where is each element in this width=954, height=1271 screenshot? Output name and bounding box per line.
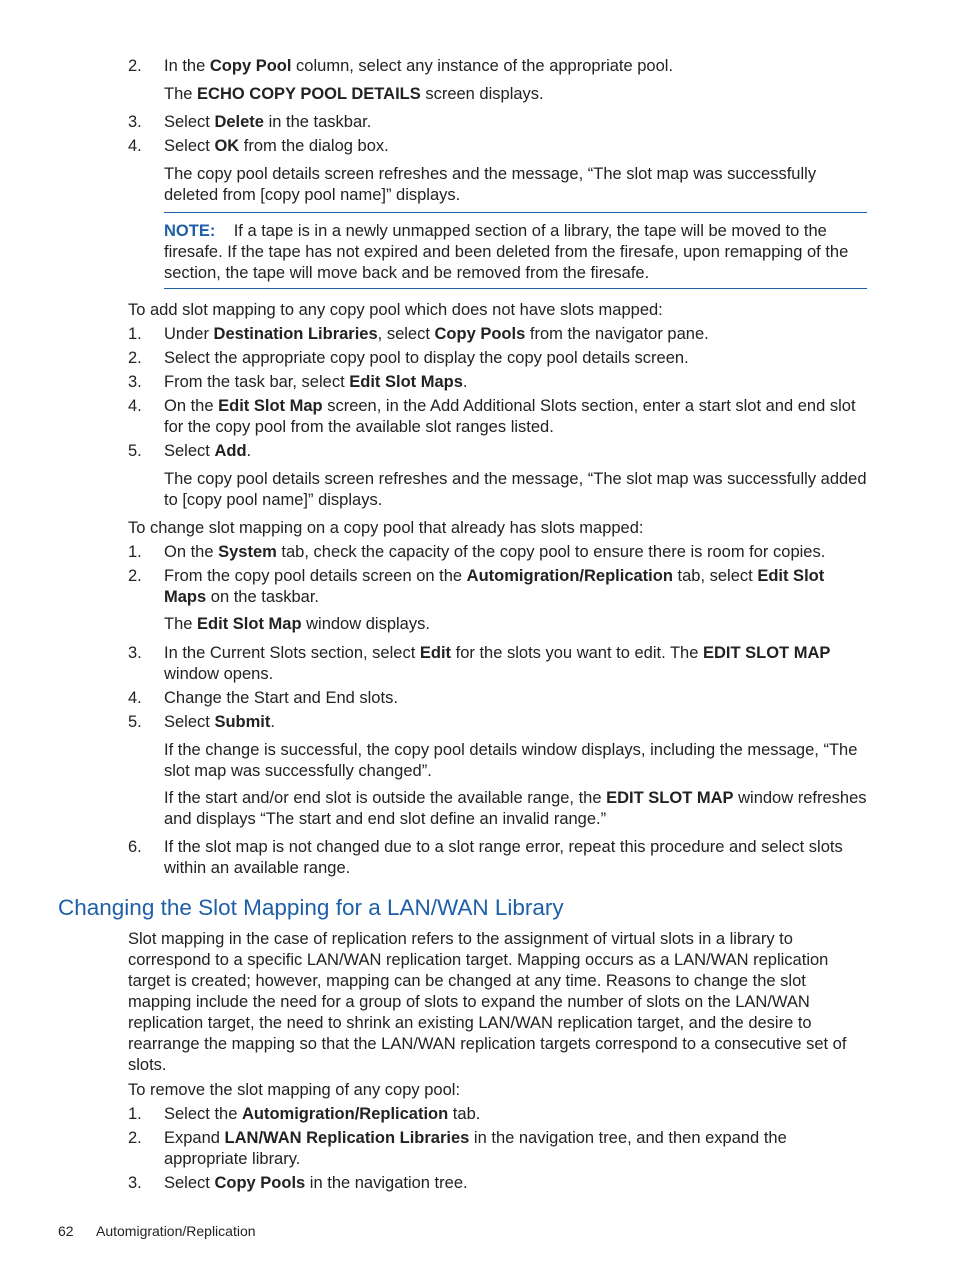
step-text: Select Copy Pools in the navigation tree. — [164, 1174, 468, 1192]
step-number: 3. — [128, 113, 142, 131]
intro-change-mapping: To change slot mapping on a copy pool that already has slots mapped: — [128, 519, 644, 537]
step-result: The copy pool details screen refreshes and the message, “The slot map was successfully added to [copy pool name]” displays. — [164, 470, 867, 509]
step-result: If the change is successful, the copy pool details window displays, including the message, “The slot map was successfully changed”. — [164, 741, 858, 780]
step-number: 4. — [128, 397, 142, 415]
section-body: Slot mapping in the case of replication refers to the assignment of virtual slots in a library to correspond to a specific LAN/WAN replication target. Mapping occurs as a LAN/WAN replication target is created; however, mapping can be changed at any time. Reasons to change the slot mapping include the need for a group of slots to expand the number of slots on the LAN/WAN replication target, the need to shrink an existing LAN/WAN replication target, and the desire to rearrange the mapping so that the LAN/WAN replication targets correspond to a consecutive set of slots. — [128, 930, 847, 1074]
step-number: 1. — [128, 543, 142, 561]
step-number: 3. — [128, 644, 142, 662]
note-text: If a tape is in a newly unmapped section of a library, the tape will be moved to the firesafe. If the tape has not expired and been deleted from the firesafe, upon remapping of the section, the tape will move back and be removed from the firesafe. — [164, 222, 849, 282]
intro-add-mapping: To add slot mapping to any copy pool which does not have slots mapped: — [128, 301, 663, 319]
step-number: 6. — [128, 838, 142, 856]
step-result: The ECHO COPY POOL DETAILS screen displays. — [164, 85, 544, 103]
step-number: 1. — [128, 1105, 142, 1123]
note-body — [164, 221, 867, 284]
step-text: From the copy pool details screen on the Automigration/Replication tab, select Edit Slot Maps on the taskbar. — [164, 567, 825, 606]
step-text: On the Edit Slot Map screen, in the Add Additional Slots section, enter a start slot and end slot for the copy pool from the available slot ranges listed. — [164, 397, 856, 436]
step-text: Select the appropriate copy pool to display the copy pool details screen. — [164, 349, 689, 367]
step-text: Change the Start and End slots. — [164, 689, 398, 707]
step-text: Select OK from the dialog box. — [164, 137, 389, 155]
step-number: 5. — [128, 442, 142, 460]
step-result: The copy pool details screen refreshes and the message, “The slot map was successfully deleted from [copy pool name]” displays. — [164, 165, 817, 204]
step-text: In the Copy Pool column, select any instance of the appropriate pool. — [164, 57, 674, 75]
step-text: Select Submit. — [164, 713, 275, 731]
step-number: 4. — [128, 137, 142, 155]
step-result: If the start and/or end slot is outside the available range, the EDIT SLOT MAP window refreshes and displays “The start and end slot define an invalid range.” — [164, 789, 867, 828]
page-number: 62 — [58, 1223, 74, 1239]
step-text: If the slot map is not changed due to a slot range error, repeat this procedure and select slots within an available range. — [164, 838, 843, 877]
step-text: Select Delete in the taskbar. — [164, 113, 372, 131]
step-number: 4. — [128, 689, 142, 707]
step-text: Under Destination Libraries, select Copy Pools from the navigator pane. — [164, 325, 709, 343]
step-text: On the System tab, check the capacity of the copy pool to ensure there is room for copies. — [164, 543, 826, 561]
step-number: 2. — [128, 1129, 142, 1147]
step-text: From the task bar, select Edit Slot Maps. — [164, 373, 468, 391]
step-text: Select Add. — [164, 442, 252, 460]
step-number: 1. — [128, 325, 142, 343]
step-number: 5. — [128, 713, 142, 731]
footer-section-title: Automigration/Replication — [96, 1223, 256, 1239]
step-number: 2. — [128, 567, 142, 585]
step-number: 2. — [128, 349, 142, 367]
note-label: NOTE: — [164, 222, 216, 240]
step-number: 3. — [128, 373, 142, 391]
step-text: Select the Automigration/Replication tab. — [164, 1105, 481, 1123]
step-text: Expand LAN/WAN Replication Libraries in the navigation tree, and then expand the appropriate library. — [164, 1129, 787, 1168]
note-bottom-rule — [164, 288, 867, 289]
section-heading: Changing the Slot Mapping for a LAN/WAN Library — [58, 895, 564, 920]
step-result: The Edit Slot Map window displays. — [164, 615, 430, 633]
note-top-rule — [164, 212, 867, 213]
step-number: 2. — [128, 57, 142, 75]
step-number: 3. — [128, 1174, 142, 1192]
intro-remove-mapping: To remove the slot mapping of any copy pool: — [128, 1081, 461, 1099]
step-text: In the Current Slots section, select Edit for the slots you want to edit. The EDIT SLOT MAP window opens. — [164, 644, 831, 683]
